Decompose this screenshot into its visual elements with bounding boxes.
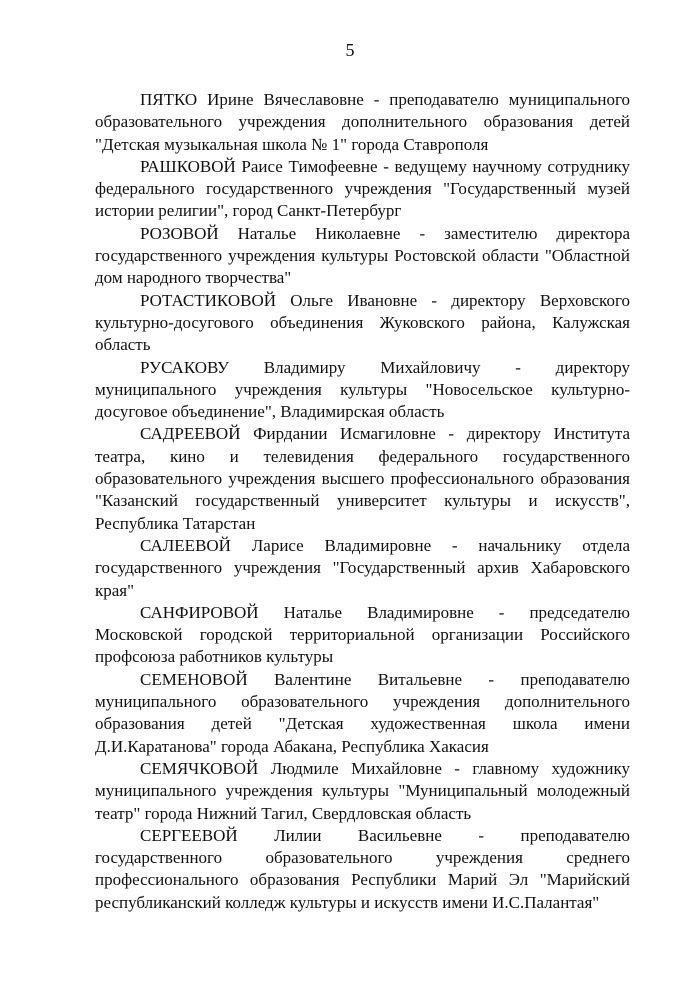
list-item: РАШКОВОЙ Раисе Тимофеевне - ведущему научному сотруднику федерального государственного учреждения "Государственный музей истории религии", город Санкт-Петербург	[95, 156, 630, 221]
list-item: ПЯТКО Ирине Вячеславовне - преподавателю муниципального образовательного учреждения дополнительного образования детей "Детская музыкальная школа № 1" города Ставрополя	[95, 90, 630, 154]
list-item: СЕРГЕЕВОЙ Лилии Васильевне - преподавателю государственного образовательного учреждения среднего профессионального образования Республики Марий Эл "Марийский республиканский колледж культуры и искусств имени И.С.Палантая"	[95, 825, 630, 912]
list-item: СЕМЯЧКОВОЙ Людмиле Михайловне - главному художнику муниципального учреждения культуры "Муниципальный молодежный театр" города Нижний Тагил, Свердловская область	[95, 758, 630, 823]
list-item: РОЗОВОЙ Наталье Николаевне - заместителю директора государственного учреждения культуры Ростовской области "Областной дом народного творчества"	[95, 223, 630, 288]
list-item: РУСАКОВУ Владимиру Михайловичу - директору муниципального учреждения культуры "Новосельское культурно-досуговое объединение", Владимирская область	[95, 357, 630, 422]
page-number: 5	[345, 40, 355, 60]
list-item: САДРЕЕВОЙ Фирдании Исмагиловне - директору Института театра, кино и телевидения федерального государственного образовательного учреждения высшего профессионального образования "Казанский государственный университет культуры и искусств", Республика Татарстан	[95, 424, 630, 533]
list-item: СЕМЕНОВОЙ Валентине Витальевне - преподавателю муниципального образовательного учреждения дополнительного образования детей "Детская художественная школа имени Д.И.Каратанова" города Абакана, Республика Хакасия	[95, 669, 630, 756]
list-item: РОТАСТИКОВОЙ Ольге Ивановне - директору Верховского культурно-досугового объединения Жуковского района, Калужская область	[95, 290, 630, 355]
award-list	[95, 89, 630, 914]
list-item: САЛЕЕВОЙ Ларисе Владимировне - начальнику отдела государственного учреждения "Государственный архив Хабаровского края"	[95, 535, 630, 600]
list-item: САНФИРОВОЙ Наталье Владимировне - председателю Московской городской территориальной организации Российского профсоюза работников культуры	[95, 602, 630, 667]
